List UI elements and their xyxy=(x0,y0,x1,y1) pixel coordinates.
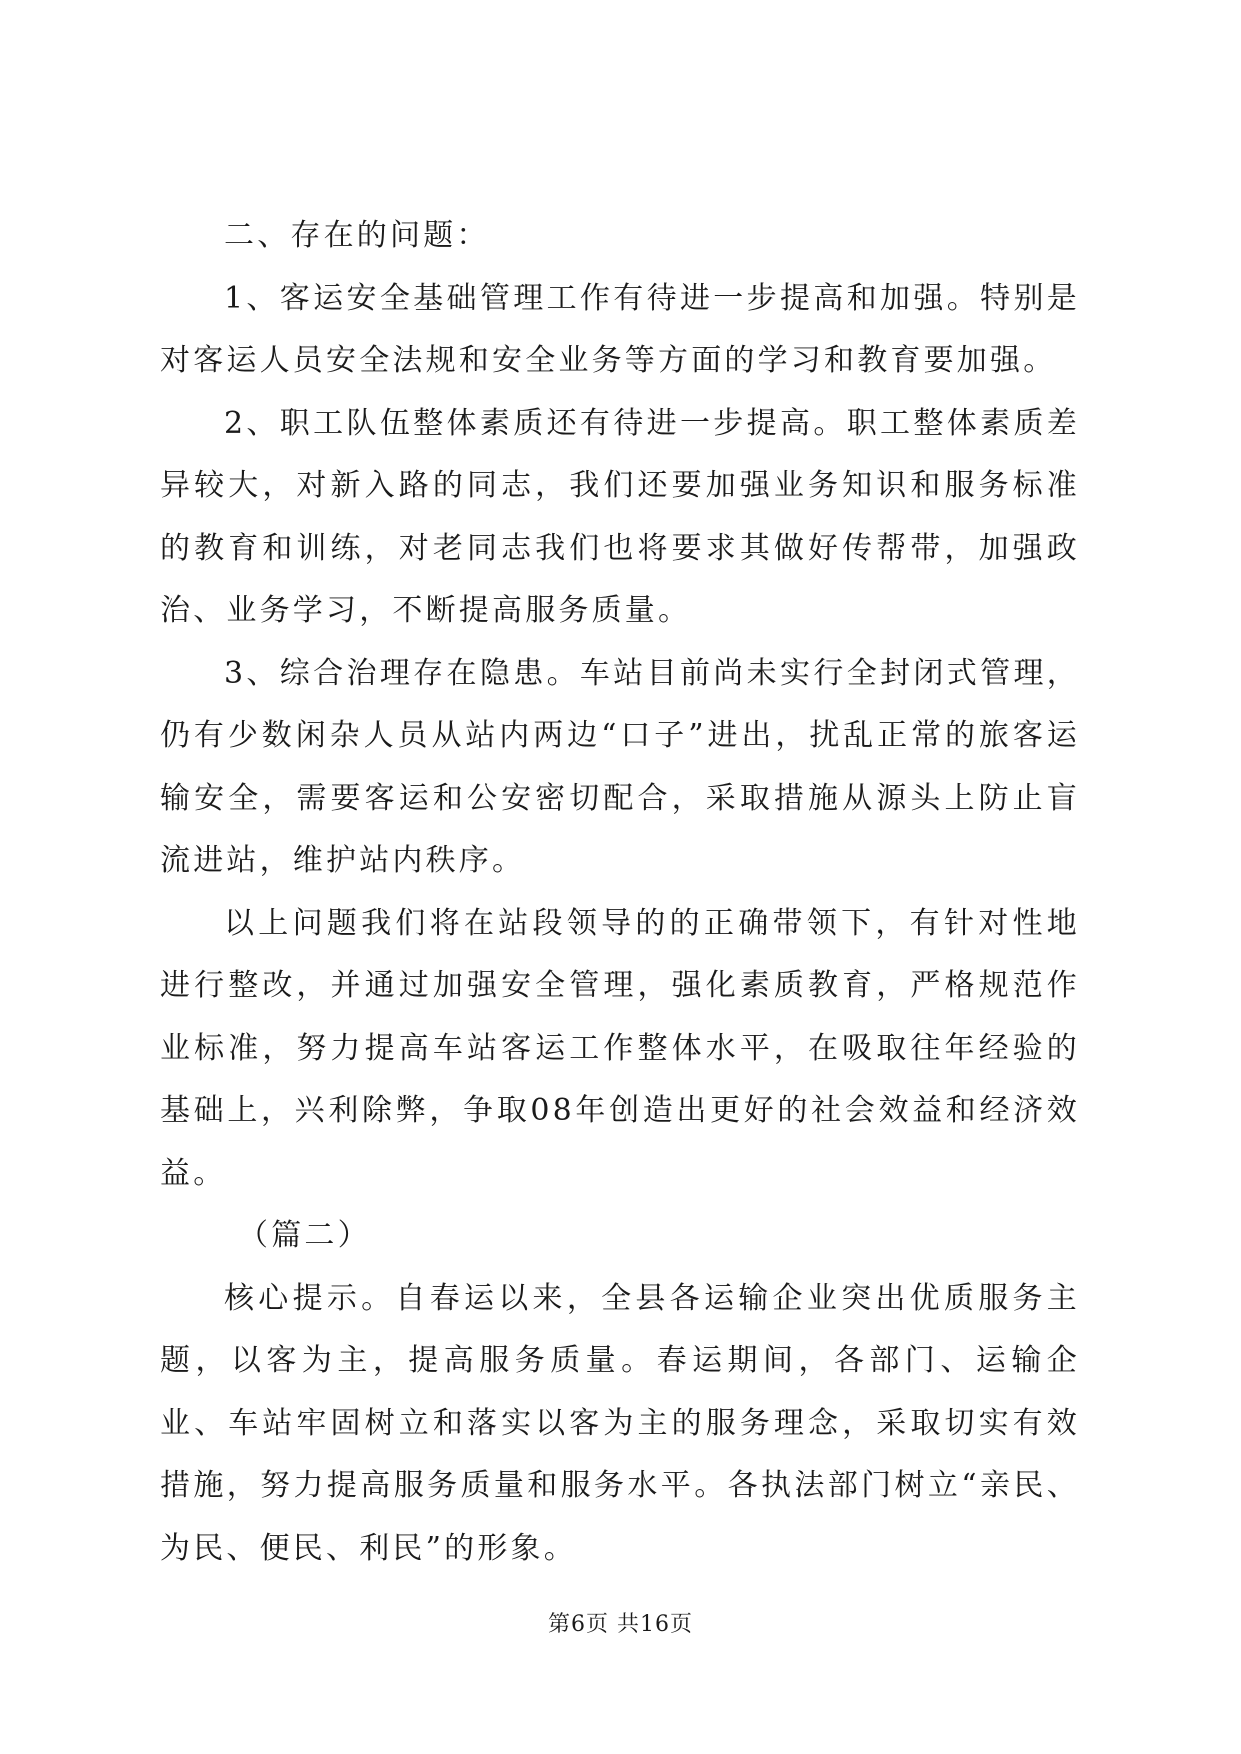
problem-item-3: 3、综合治理存在隐患。车站目前尚未实行全封闭式管理，仍有少数闲杂人员从站内两边“口子”进出，扰乱正常的旅客运输安全，需要客运和公安密切配合，采取措施从源头上防止盲流进站，维护站内秩序。 xyxy=(160,655,1080,878)
problem-item-1: 1、客运安全基础管理工作有待进一步提高和加强。特别是对客运人员安全法规和安全业务等方面的学习和教育要加强。 xyxy=(160,280,1080,378)
section-subtitle-part-two: （篇二） xyxy=(238,1218,371,1253)
core-summary-paragraph: 核心提示。自春运以来，全县各运输企业突出优质服务主题，以客为主，提高服务质量。春运期间，各部门、运输企业、车站牢固树立和落实以客为主的服务理念，采取切实有效措施，努力提高服务质量和服务水平。各执法部门树立“亲民、为民、便民、利民”的形象。 xyxy=(160,1280,1080,1566)
problem-item-2: 2、职工队伍整体素质还有待进一步提高。职工整体素质差异较大，对新入路的同志，我们还要加强业务知识和服务标准的教育和训练，对老同志我们也将要求其做好传帮带，加强政治、业务学习，不断提高服务质量。 xyxy=(160,405,1080,628)
page-number-footer: 第6页 共16页 xyxy=(548,1612,693,1637)
section-heading-problems: 二、存在的问题： xyxy=(224,218,490,253)
document-body xyxy=(160,205,1080,1580)
conclusion-paragraph: 以上问题我们将在站段领导的的正确带领下，有针对性地进行整改，并通过加强安全管理，强化素质教育，严格规范作业标准，努力提高车站客运工作整体水平，在吸取往年经验的基础上，兴利除弊，争取08年创造出更好的社会效益和经济效益。 xyxy=(160,905,1080,1191)
